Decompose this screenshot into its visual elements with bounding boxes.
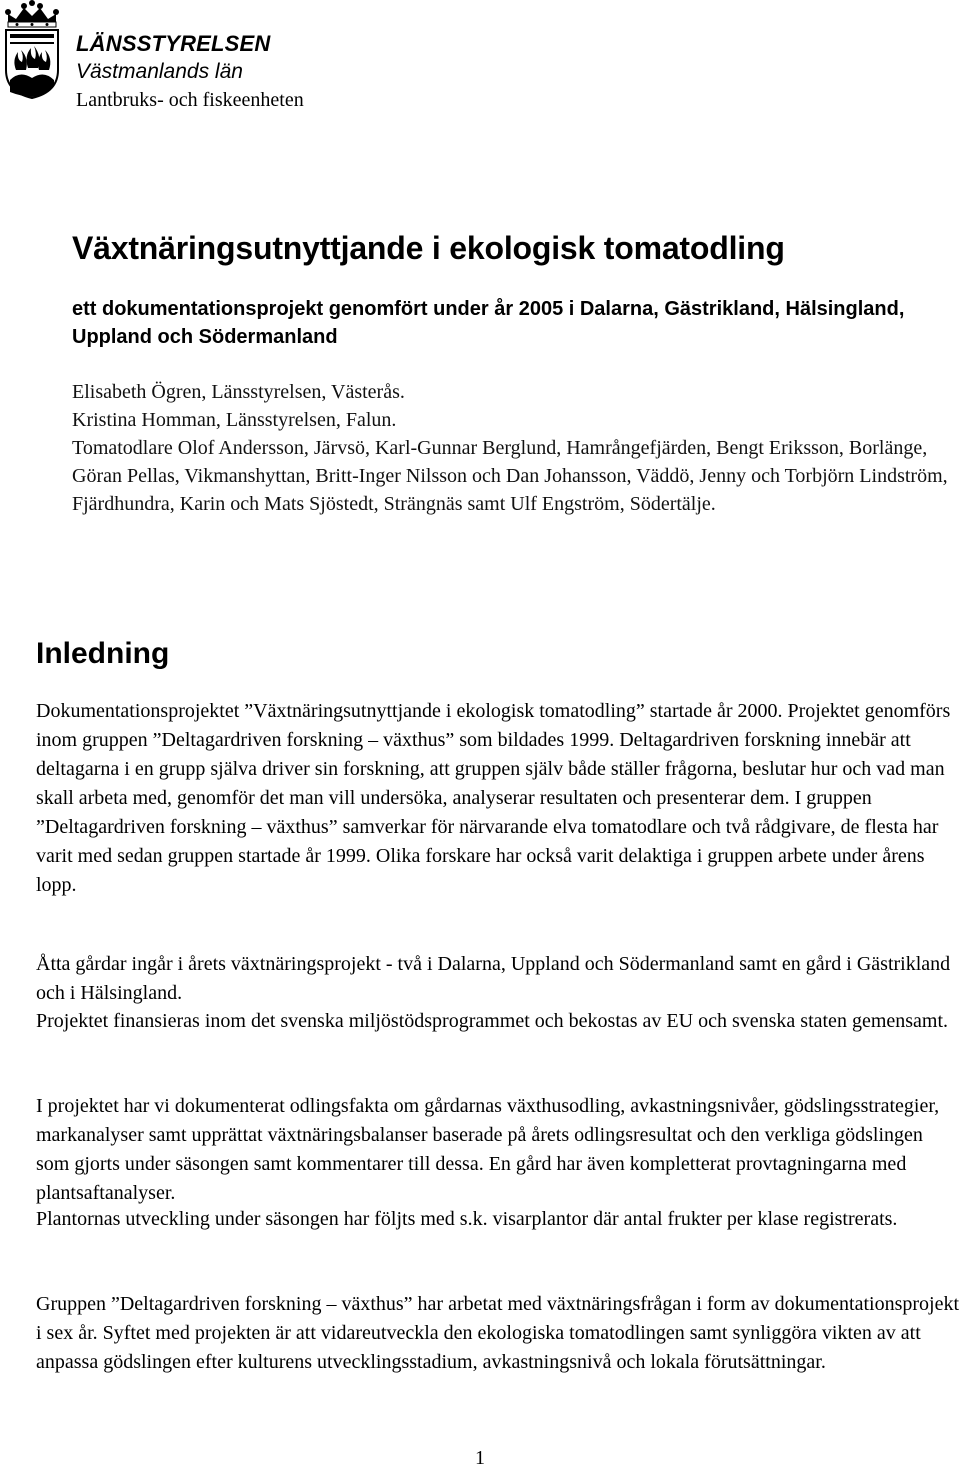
page-number: 1: [475, 1447, 485, 1469]
body-paragraph: Dokumentationsprojektet ”Växtnäringsutnyttjande i ekologisk tomatodling” startade år 2000. Projektet genomförs inom gruppen ”Deltagardriven forskning – växthus” som bildades 1999. Deltagardriven forskning innebär att deltagarna i en grupp själva driver sin forskning, att gruppen själv både ställer frågorna, beslutar hur och vad man skall arbeta med, genomför det man vill undersöka, analyserar resultaten och presenterar dem. I gruppen ”Deltagardriven forskning – växthus” samverkar för närvarande elva tomatodlare och två rådgivare, de flesta har varit med sedan gruppen startade år 1999. Olika forskare har också varit delaktiga i gruppen arbete under årens lopp.: [36, 700, 951, 896]
document-subtitle: ett dokumentationsprojekt genomfört under år 2005 i Dalarna, Gästrikland, Hälsingland, Uppland och Södermanland: [72, 298, 905, 348]
coat-of-arms-icon: [2, 0, 62, 100]
author-list: [72, 378, 960, 518]
author-line: Elisabeth Ögren, Länsstyrelsen, Västerås.: [72, 381, 405, 403]
agency-region: Västmanlands län: [76, 60, 243, 83]
agency-unit: Lantbruks- och fiskeenheten: [76, 89, 304, 111]
body-paragraph: Gruppen ”Deltagardriven forskning – växthus” har arbetat med växtnäringsfrågan i form av dokumentationsprojekt i sex år. Syftet med projekten är att vidareutveckla den ekologiska tomatodlingen samt synliggöra vikten av att anpassa gödslingen efter kulturens utvecklingsstadium, avkastningsnivå och lokala förutsättningar.: [36, 1293, 960, 1373]
body-paragraph: Projektet finansieras inom det svenska miljöstödsprogrammet och bekostas av EU och svenska staten gemensamt.: [36, 1010, 949, 1032]
author-line: Kristina Homman, Länsstyrelsen, Falun.: [72, 409, 397, 431]
section-heading: Inledning: [36, 637, 170, 670]
agency-name: LÄNSSTYRELSEN: [76, 31, 271, 56]
author-line: Tomatodlare Olof Andersson, Järvsö, Karl-Gunnar Berglund, Hamrångefjärden, Bengt Eriksson, Borlänge, Göran Pellas, Vikmanshyttan, Britt-Inger Nilsson och Dan Johansson, Väddö, Jenny och Torbjörn Lindström, Fjärdhundra, Karin och Mats Sjöstedt, Strängnäs samt Ulf Engström, Södertälje.: [72, 437, 948, 515]
agency-header: [76, 30, 304, 114]
body-paragraph: Plantornas utveckling under säsongen har följts med s.k. visarplantor där antal frukter per klase registrerats.: [36, 1208, 898, 1230]
body-paragraph: I projektet har vi dokumenterat odlingsfakta om gårdarnas växthusodling, avkastningsnivåer, gödslingsstrategier, markanalyser samt upprättat växtnäringsbalanser baserade på årets odlingsresultat och den verkliga gödslingen som gjorts under säsongen samt kommentarer till dessa. En gård har även kompletterat provtagningarna med plantsaftanalyser.: [36, 1095, 940, 1204]
shield-icon: [6, 30, 58, 98]
document-title: Växtnäringsutnyttjande i ekologisk tomatodling: [72, 230, 785, 266]
crown-icon: [5, 0, 59, 27]
body-paragraph: Åtta gårdar ingår i årets växtnäringsprojekt - två i Dalarna, Uppland och Södermanland samt en gård i Gästrikland och i Hälsingland.: [36, 953, 951, 1004]
